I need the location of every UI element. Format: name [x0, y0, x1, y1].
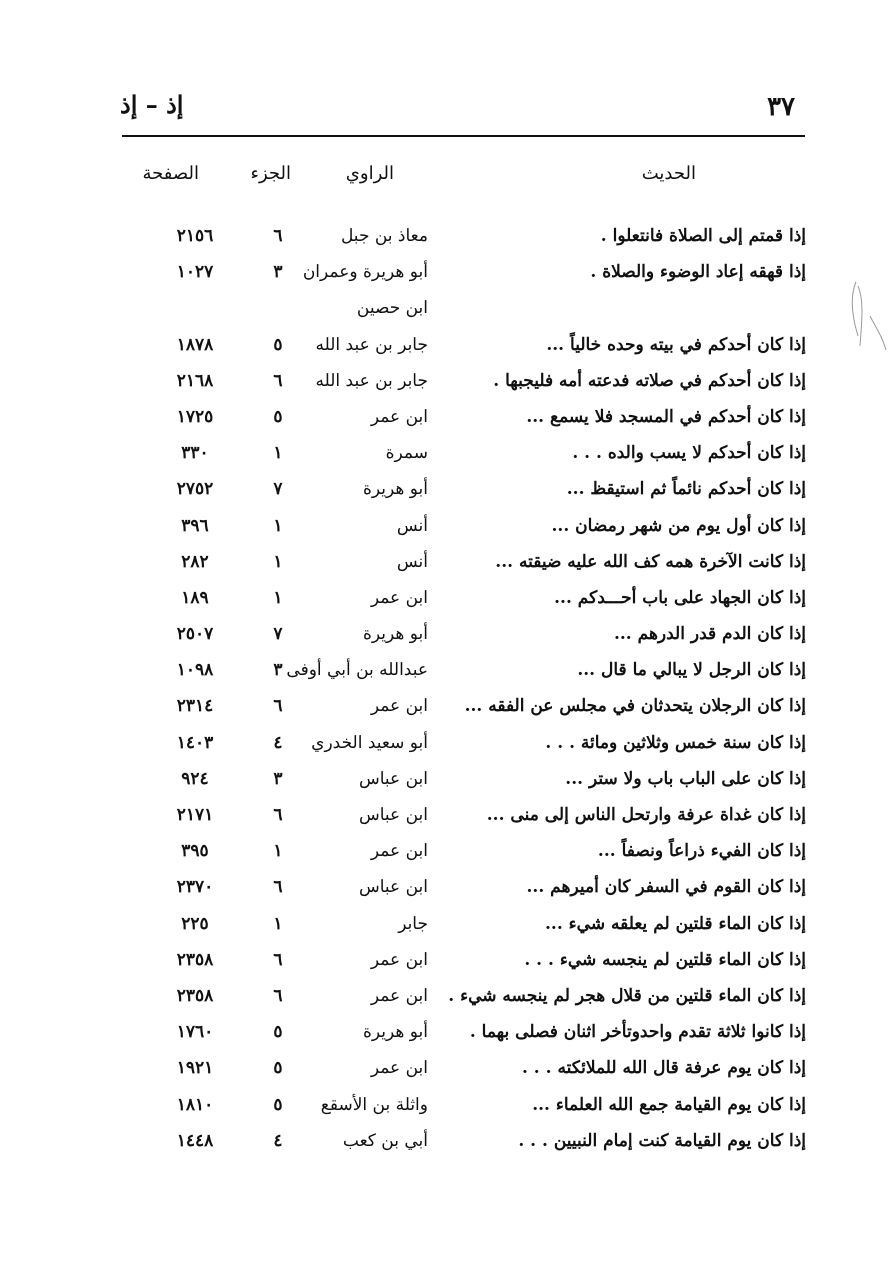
- volume-number: ٦: [273, 226, 283, 246]
- hadith-text: إذا كان الرجلان يتحدثان في مجلس عن الفقه ...: [464, 696, 806, 717]
- column-header-rawi: الراوي: [345, 163, 394, 184]
- narrator: ابن عمر: [370, 1058, 428, 1079]
- hadith-text: إذا كان أحدكم في صلاته فدعته أمه فليجبها .: [493, 370, 806, 391]
- hadith-text: إذا كان الماء قلتين لم ينجسه شيء . . .: [524, 949, 806, 970]
- page-ref: ٢٣٧٠: [176, 877, 214, 898]
- hadith-text: إذا كان الماء قلتين لم يعلقه شيء ...: [545, 913, 806, 934]
- table-row: [0, 584, 891, 620]
- volume-number: ٦: [273, 949, 283, 970]
- volume-number: ٥: [273, 1022, 283, 1043]
- volume-number: ٥: [273, 334, 283, 355]
- volume-number: ٥: [273, 406, 283, 427]
- page-ref: ٢٢٥: [181, 913, 209, 934]
- volume-number: ٦: [273, 877, 283, 898]
- page-ref: ٢٨٢: [181, 551, 209, 572]
- volume-number: ١: [273, 913, 283, 934]
- page-ref: ٢٣٥٨: [176, 985, 214, 1006]
- header-divider: [122, 135, 805, 137]
- narrator: ابن عمر: [370, 985, 428, 1006]
- table-row: [0, 222, 891, 258]
- table-row: [0, 331, 891, 367]
- margin-pencil-mark: [848, 276, 890, 356]
- hadith-text: إذا كان أول يوم من شهر رمضان ...: [551, 515, 806, 536]
- hadith-text: إذا قمتم إلى الصلاة فانتعلوا .: [600, 226, 806, 246]
- hadith-text: إذا كان يوم القيامة جمع الله العلماء ...: [532, 1094, 806, 1115]
- narrator: ابن عمر: [370, 949, 428, 970]
- narrator: أنس: [396, 551, 428, 572]
- volume-number: ١: [273, 587, 283, 608]
- table-row: [0, 258, 891, 294]
- hadith-text: إذا كان الدم قدر الدرهم ...: [613, 624, 806, 645]
- narrator: ابن عمر: [370, 406, 428, 427]
- page-ref: ٩٢٤: [181, 768, 209, 789]
- narrator: أبو هريرة وعمران: [302, 262, 428, 283]
- narrator: معاذ بن جبل: [340, 226, 428, 246]
- narrator: ابن عمر: [370, 587, 428, 608]
- table-row: [0, 656, 891, 692]
- hadith-text: إذا كان أحدكم في بيته وحده خالياً ...: [546, 334, 806, 355]
- hadith-text: إذا كانت الآخرة همه كف الله عليه ضيقته ...: [495, 551, 806, 572]
- table-row: [0, 403, 891, 439]
- page-ref: ٢١٧١: [176, 805, 214, 825]
- table-row: [0, 475, 891, 511]
- hadith-text: إذا كان على الباب باب ولا ستر ...: [565, 768, 806, 789]
- page-ref: ٢٥٠٧: [176, 624, 214, 645]
- narrator: سمرة: [385, 443, 428, 464]
- hadith-text: إذا كان القوم في السفر كان أميرهم ...: [526, 877, 806, 898]
- volume-number: ٣: [273, 660, 283, 681]
- page-ref: ٢٧٥٢: [176, 479, 214, 500]
- table-row: [0, 1091, 891, 1127]
- table-row: [0, 439, 891, 475]
- volume-number: ٦: [273, 805, 283, 825]
- column-header-hadith: الحديث: [641, 163, 696, 184]
- narrator: ابن عمر: [370, 696, 428, 717]
- volume-number: ١: [273, 551, 283, 572]
- table-row: [0, 801, 891, 837]
- table-row: [0, 946, 891, 982]
- narrator: أبي بن كعب: [342, 1130, 428, 1151]
- page-ref: ١٤٤٨: [176, 1130, 214, 1151]
- page-ref: ٢١٦٨: [176, 370, 214, 391]
- narrator: أنس: [396, 515, 428, 536]
- volume-number: ٧: [273, 479, 283, 500]
- running-header-range: إذ – إذ: [120, 90, 184, 119]
- hadith-text: إذا قهقه إعاد الوضوء والصلاة .: [590, 262, 806, 283]
- volume-number: ٥: [273, 1094, 283, 1115]
- page-ref: ١٨٧٨: [176, 334, 214, 355]
- narrator: ابن عمر: [370, 841, 428, 862]
- narrator: جابر: [398, 913, 428, 934]
- table-row: [0, 837, 891, 873]
- narrator: ابن عباس: [358, 768, 428, 789]
- narrator: واثلة بن الأسقع: [320, 1094, 428, 1115]
- page-ref: ١٤٠٣: [176, 732, 214, 753]
- table-row: [0, 620, 891, 656]
- hadith-text: إذا كان أحدكم لا يسب والده . . .: [572, 443, 806, 464]
- table-row: [0, 294, 891, 330]
- page-ref: ٣٣٠: [181, 443, 209, 464]
- page-ref: ٢٣١٤: [176, 696, 214, 717]
- page-ref: ٣٩٦: [181, 515, 209, 536]
- page-ref: ٣٩٥: [181, 841, 209, 862]
- table-row: [0, 367, 891, 403]
- volume-number: ٦: [273, 696, 283, 717]
- page-ref: ١٠٢٧: [176, 262, 214, 283]
- column-headers: [0, 163, 891, 193]
- table-row: [0, 982, 891, 1018]
- table-row: [0, 512, 891, 548]
- table-row: [0, 873, 891, 909]
- table-row: [0, 1018, 891, 1054]
- hadith-text: إذا كان الجهاد على باب أحـــدكم ...: [554, 587, 806, 608]
- narrator: ابن عباس: [358, 805, 428, 825]
- volume-number: ٧: [273, 624, 283, 645]
- hadith-text: إذا كان سنة خمس وثلاثين ومائة . . .: [545, 732, 806, 753]
- volume-number: ١: [273, 515, 283, 536]
- column-header-juz: الجزء: [250, 163, 291, 184]
- column-header-page: الصفحة: [142, 163, 199, 184]
- table-row: [0, 765, 891, 801]
- page-ref: ١٧٢٥: [176, 406, 214, 427]
- table-row: [0, 1127, 891, 1163]
- page-ref: ٢١٥٦: [176, 226, 214, 246]
- narrator: ابن حصين: [356, 298, 428, 319]
- narrator: عبدالله بن أبي أوفى: [286, 660, 428, 681]
- table-row: [0, 548, 891, 584]
- narrator: جابر بن عبد الله: [315, 370, 428, 391]
- page-ref: ١٨١٠: [176, 1094, 214, 1115]
- volume-number: ٦: [273, 985, 283, 1006]
- hadith-text: إذا كان الرجل لا يبالي ما قال ...: [577, 660, 806, 681]
- volume-number: ٤: [273, 732, 283, 753]
- hadith-text: إذا كان يوم عرفة قال الله للملائكته . . .: [521, 1058, 806, 1079]
- page-ref: ٢٣٥٨: [176, 949, 214, 970]
- hadith-text: إذا كان الفيء ذراعاً ونصفاً ...: [597, 841, 806, 862]
- table-row: [0, 692, 891, 728]
- page-ref: ١٠٩٨: [176, 660, 214, 681]
- volume-number: ٤: [273, 1130, 283, 1151]
- volume-number: ٦: [273, 370, 283, 391]
- narrator: أبو سعيد الخدري: [311, 732, 428, 753]
- page-number: ٣٧: [767, 92, 795, 122]
- table-row: [0, 1054, 891, 1090]
- volume-number: ٣: [273, 262, 283, 283]
- volume-number: ١: [273, 841, 283, 862]
- page-ref: ١٨٩: [181, 587, 209, 608]
- hadith-text: إذا كان أحدكم في المسجد فلا يسمع ...: [526, 406, 806, 427]
- hadith-text: إذا كان غداة عرفة وارتحل الناس إلى منى ...: [486, 805, 806, 825]
- volume-number: ٣: [273, 768, 283, 789]
- index-table: [0, 222, 891, 1163]
- hadith-text: إذا كان أحدكم نائماً ثم استيقظ ...: [566, 479, 806, 500]
- table-row: [0, 910, 891, 946]
- hadith-text: إذا كان الماء قلتين من قلال هجر لم ينجسه شيء .: [448, 985, 806, 1006]
- page-ref: ١٩٢١: [176, 1058, 214, 1079]
- hadith-text: إذا كان يوم القيامة كنت إمام النبيين . . .: [518, 1130, 806, 1151]
- hadith-text: إذا كانوا ثلاثة تقدم واحدوتأخر اثنان فصلى بهما .: [469, 1022, 806, 1043]
- table-row: [0, 729, 891, 765]
- page-ref: ١٧٦٠: [176, 1022, 214, 1043]
- narrator: جابر بن عبد الله: [315, 334, 428, 355]
- narrator: أبو هريرة: [362, 479, 428, 500]
- volume-number: ٥: [273, 1058, 283, 1079]
- narrator: أبو هريرة: [362, 624, 428, 645]
- narrator: ابن عباس: [358, 877, 428, 898]
- volume-number: ١: [273, 443, 283, 464]
- narrator: أبو هريرة: [362, 1022, 428, 1043]
